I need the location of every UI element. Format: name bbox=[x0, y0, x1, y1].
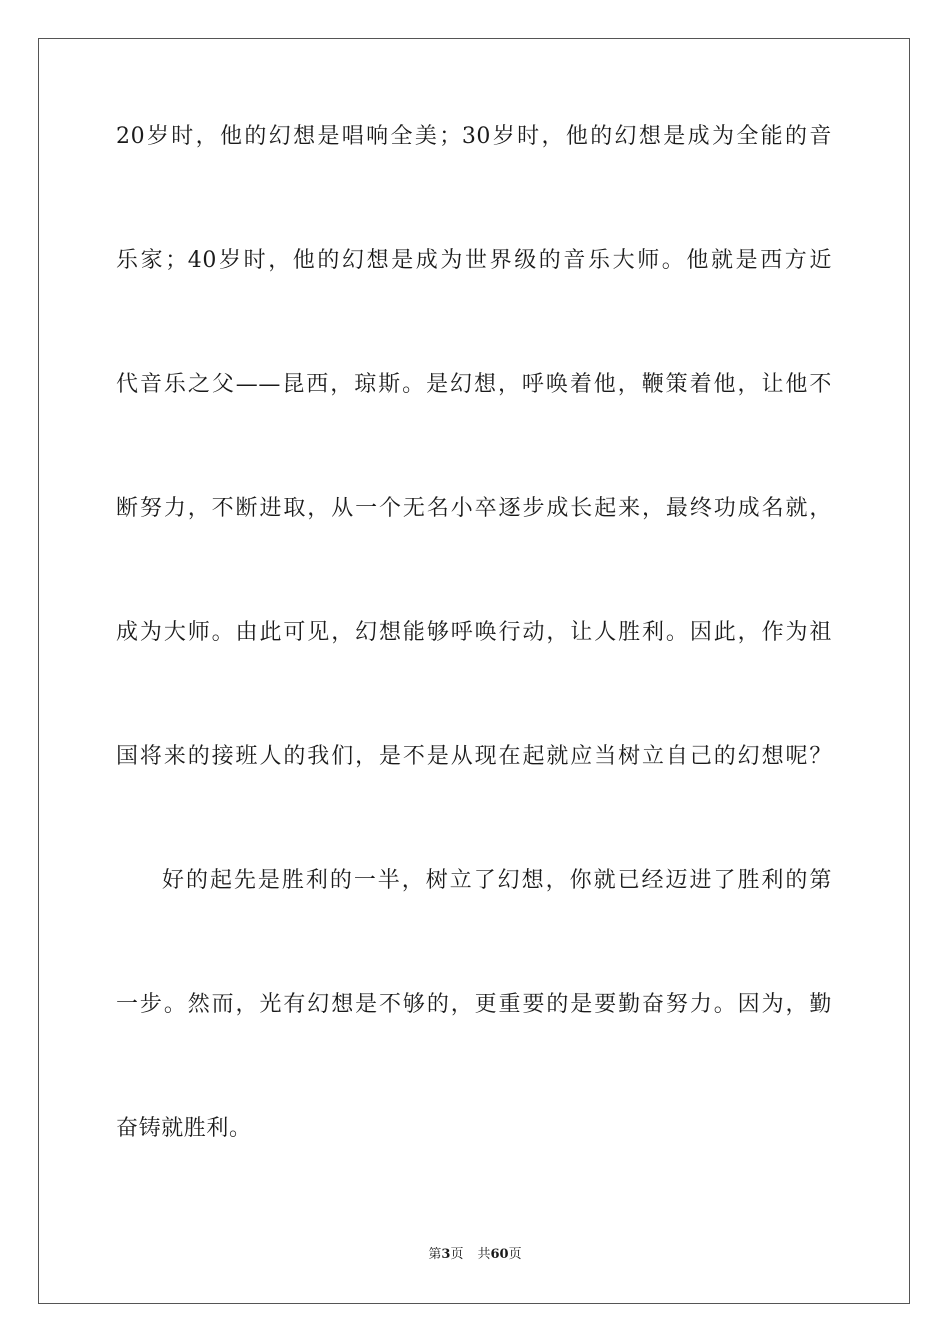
page-footer bbox=[0, 1247, 950, 1263]
text-line: 一步。然而，光有幻想是不够的，更重要的是要勤奋努力。因为，勤 bbox=[116, 992, 832, 1017]
text-line: 国将来的接班人的我们，是不是从现在起就应当树立自己的幻想呢？ bbox=[116, 744, 832, 769]
body-text bbox=[116, 125, 832, 1241]
total-pages: 60 bbox=[490, 1247, 509, 1262]
total-prefix: 共 bbox=[477, 1247, 491, 1262]
text-line: 代音乐之父——昆西，琼斯。是幻想，呼唤着他，鞭策着他，让他不 bbox=[116, 372, 832, 397]
text-line: 断努力，不断进取，从一个无名小卒逐步成长起来，最终功成名就， bbox=[116, 496, 832, 521]
text-line: 乐家；40岁时，他的幻想是成为世界级的音乐大师。他就是西方近 bbox=[116, 248, 832, 273]
page-number: 3 bbox=[441, 1247, 451, 1262]
paragraph-start-line: 好的起先是胜利的一半，树立了幻想，你就已经迈进了胜利的第 bbox=[162, 868, 832, 893]
text-line: 成为大师。由此可见，幻想能够呼唤行动，让人胜利。因此，作为祖 bbox=[116, 620, 832, 645]
text-line: 20岁时，他的幻想是唱响全美；30岁时，他的幻想是成为全能的音 bbox=[116, 124, 832, 149]
text-line: 奋铸就胜利。 bbox=[116, 1116, 252, 1141]
total-suffix: 页 bbox=[508, 1247, 522, 1262]
page-prefix: 第 bbox=[428, 1247, 442, 1262]
page-suffix: 页 bbox=[450, 1247, 464, 1262]
